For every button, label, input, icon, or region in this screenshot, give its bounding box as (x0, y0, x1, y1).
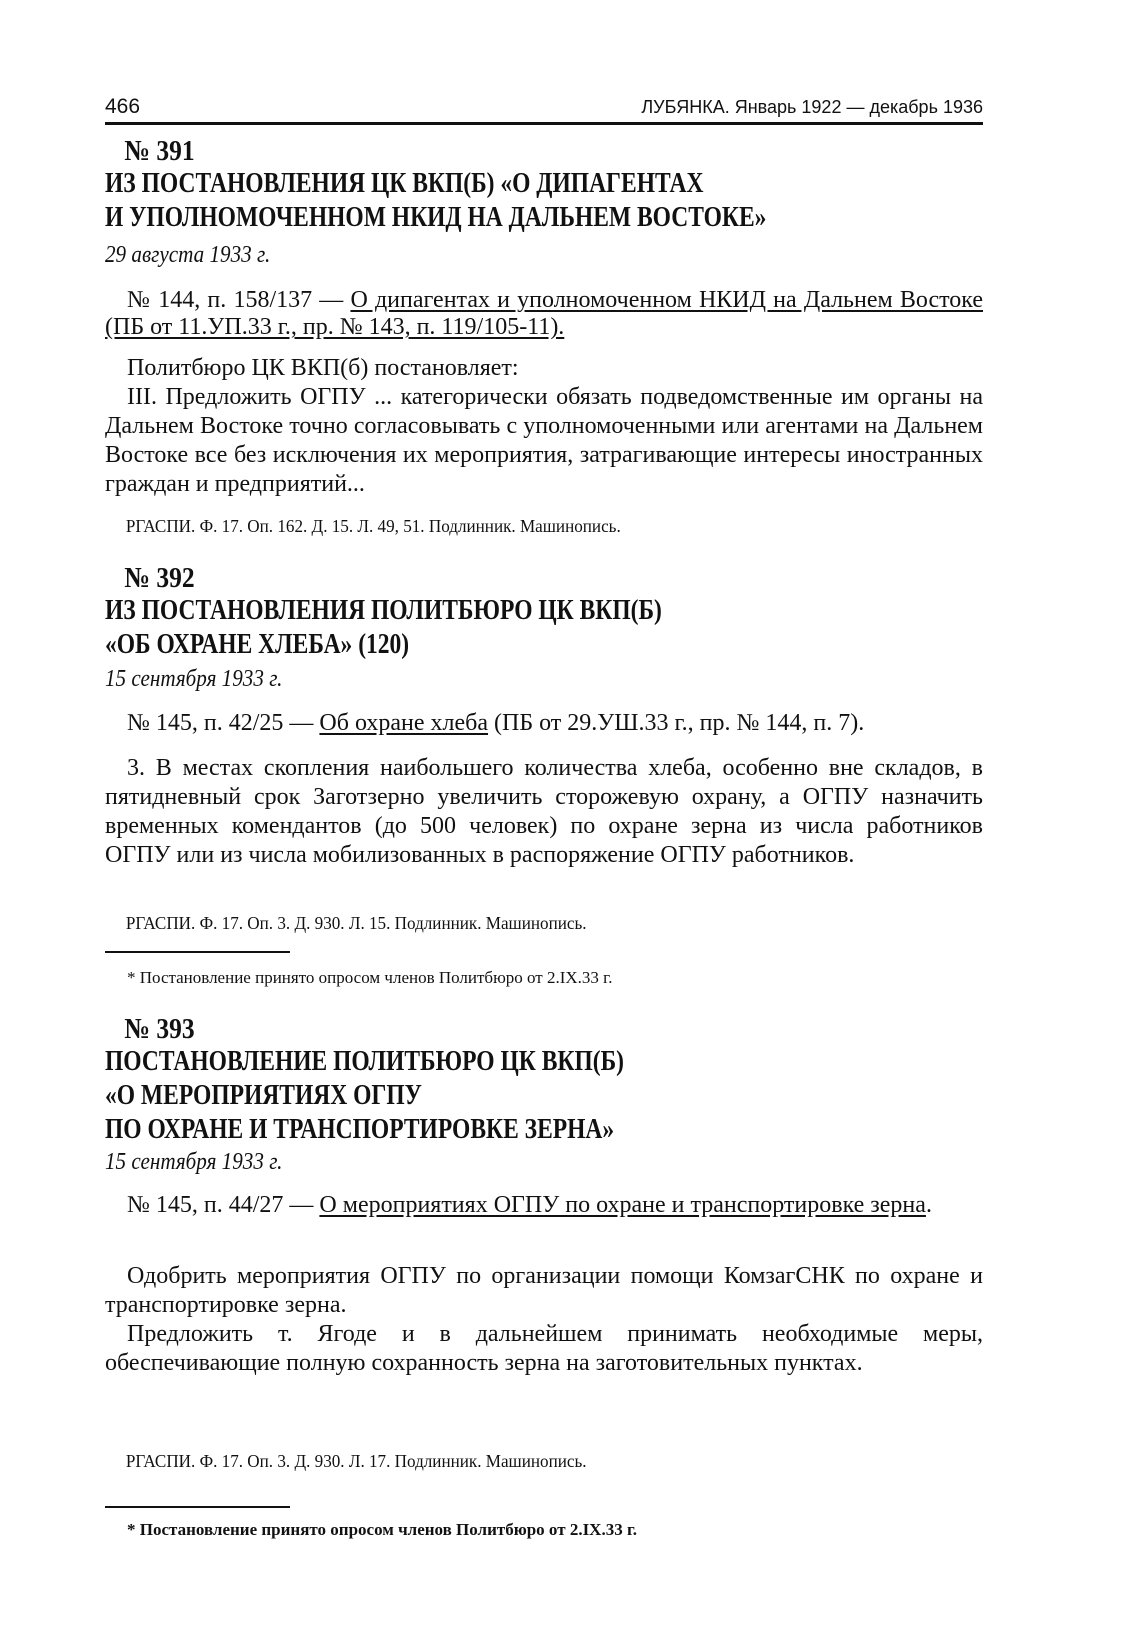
document-number: № 392 (124, 562, 195, 594)
reference-suffix: . (925, 1192, 932, 1218)
document-date: 15 сентября 1933 г. (105, 1149, 283, 1175)
document-title-line: «О МЕРОПРИЯТИЯХ ОГПУ (105, 1080, 422, 1111)
document-date: 29 августа 1933 г. (105, 242, 271, 268)
document-body (105, 754, 983, 870)
header-rule (105, 122, 983, 125)
footnote-rule (105, 951, 290, 953)
document-reference (105, 287, 983, 341)
document-body (105, 354, 983, 499)
paragraph: Предложить т. Ягоде и в дальнейшем принимать необходимые меры, обеспечивающие полную сохранность зерна на заготовительных пунктах. (105, 1321, 983, 1376)
footnote: * Постановление принято опросом членов Политбюро от 2.IX.33 г. (127, 1520, 638, 1539)
document-reference (105, 1192, 983, 1219)
document-393 (105, 1013, 983, 1147)
running-header (105, 95, 983, 121)
reference-title: О мероприятиях ОГПУ по охране и транспортировке зерна (319, 1192, 926, 1218)
document-body (105, 1262, 983, 1378)
paragraph: Одобрить мероприятия ОГПУ по организации помощи КомзагСНК по охране и транспортировке зерна. (105, 1263, 983, 1318)
reference-prefix: № 145, п. 44/27 — (127, 1192, 320, 1218)
running-header-title: ЛУБЯНКА. Январь 1922 — декабрь 1936 (641, 97, 983, 117)
page-number: 466 (105, 95, 141, 118)
document-date: 15 сентября 1933 г. (105, 666, 283, 692)
document-number: № 391 (124, 135, 195, 167)
footnote-rule (105, 1506, 290, 1508)
document-reference (105, 710, 983, 737)
reference-title: О дипагентах и уполномоченном НКИД на Дальнем Востоке (ПБ от 11.УП.33 г., пр. № 143, п. 119/105-11). (105, 287, 983, 340)
document-title-line: И УПОЛНОМОЧЕННОМ НКИД НА ДАЛЬНЕМ ВОСТОКЕ» (105, 202, 767, 233)
paragraph: 3. В местах скопления наибольшего количества хлеба, особенно вне складов, в пятидневный срок Заготзерно увеличить сторожевую охрану, а ОГПУ назначить временных комендантов (до 500 человек) по охране зерна из числа работников ОГПУ или из числа мобилизованных в распоряжение ОГПУ работников. (105, 755, 983, 868)
document-391 (105, 135, 983, 235)
reference-title: Об охране хлеба (319, 710, 489, 736)
document-title-line: ИЗ ПОСТАНОВЛЕНИЯ ЦК ВКП(Б) «О ДИПАГЕНТАХ (105, 168, 704, 199)
document-392 (105, 562, 983, 662)
archive-source: РГАСПИ. Ф. 17. Оп. 162. Д. 15. Л. 49, 51. Подлинник. Машинопись. (125, 516, 621, 536)
archive-source: РГАСПИ. Ф. 17. Оп. 3. Д. 930. Л. 17. Подлинник. Машинопись. (125, 1451, 587, 1471)
document-number: № 393 (124, 1013, 195, 1045)
document-title-line: ИЗ ПОСТАНОВЛЕНИЯ ПОЛИТБЮРО ЦК ВКП(Б) (105, 595, 662, 626)
reference-suffix: (ПБ от 29.УШ.33 г., пр. № 144, п. 7). (488, 710, 865, 736)
document-title-line: ПОСТАНОВЛЕНИЕ ПОЛИТБЮРО ЦК ВКП(Б) (105, 1046, 624, 1077)
document-title-line: «ОБ ОХРАНЕ ХЛЕБА» (120) (105, 629, 410, 660)
footnote: * Постановление принято опросом членов Политбюро от 2.IX.33 г. (127, 968, 613, 987)
paragraph: III. Предложить ОГПУ ... категорически обязать подведомственные им органы на Дальнем Востоке точно согласовывать с уполномоченными или агентами на Дальнем Востоке все без исключения их мероприятия, затрагивающие интересы иностранных граждан и предприятий... (105, 384, 983, 497)
paragraph: Политбюро ЦК ВКП(б) постановляет: (127, 355, 519, 381)
reference-prefix: № 145, п. 42/25 — (127, 710, 320, 736)
archive-source: РГАСПИ. Ф. 17. Оп. 3. Д. 930. Л. 15. Подлинник. Машинопись. (125, 913, 587, 933)
document-title-line: ПО ОХРАНЕ И ТРАНСПОРТИРОВКЕ ЗЕРНА» (105, 1114, 615, 1145)
reference-prefix: № 144, п. 158/137 — (127, 287, 351, 313)
